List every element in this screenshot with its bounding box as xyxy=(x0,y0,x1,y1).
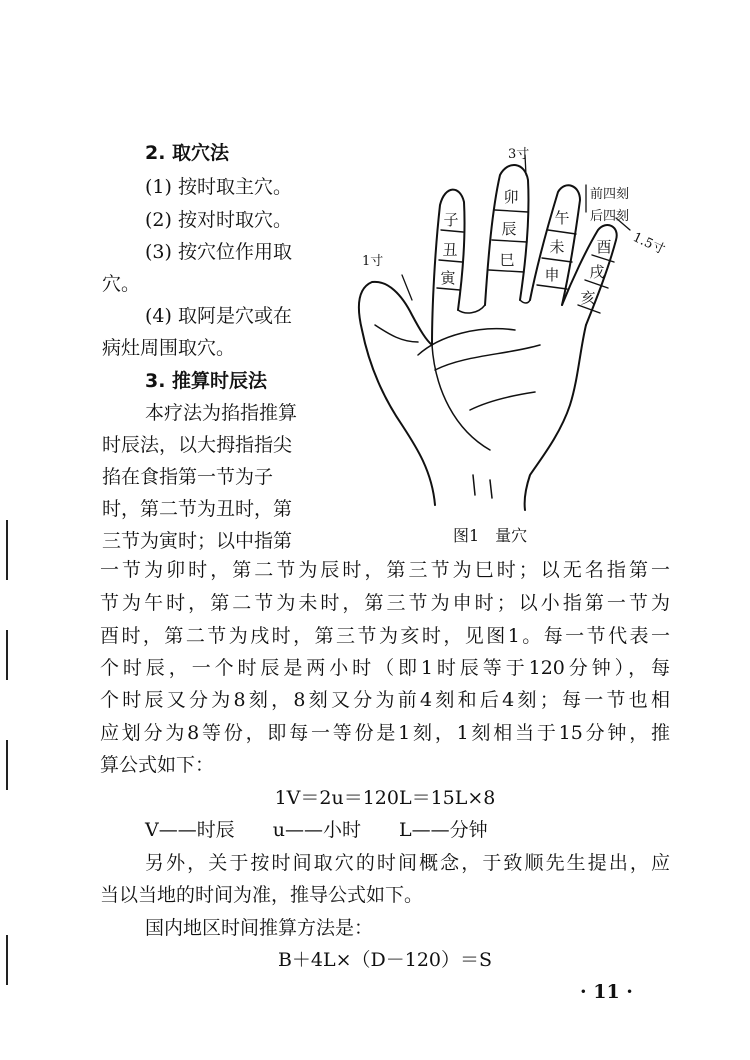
formula-legend: V——时辰 u——小时 L——分钟 xyxy=(145,819,488,841)
label-middle-3: 巳 xyxy=(499,251,515,269)
page-number: · 11 · xyxy=(580,981,633,1003)
label-ring-2: 未 xyxy=(549,238,565,256)
thumb-outline xyxy=(359,282,435,505)
list-item: (1) 按时取主穴。 xyxy=(145,176,292,198)
formula: 1V＝2u＝120L＝15L×8 xyxy=(274,787,496,809)
body-line: 应划分为8等份，即每一等份是1刻，1刻相当于15分钟，推 xyxy=(100,722,670,744)
top-measure: 3寸 xyxy=(508,147,530,162)
scan-margin-line xyxy=(6,630,8,680)
label-index-3: 寅 xyxy=(440,269,456,287)
label-middle-2: 辰 xyxy=(501,220,517,238)
body-line: 酉时，第二节为戌时，第三节为亥时，见图1。每一节代表一 xyxy=(100,625,670,647)
section-heading: 3. 推算时辰法 xyxy=(145,370,268,392)
body-line: 个时辰，一个时辰是两小时（即1时辰等于120分钟），每 xyxy=(100,657,670,679)
formula: B＋4L×（D－120）＝S xyxy=(277,949,493,971)
list-item: (2) 按对时取穴。 xyxy=(145,209,292,231)
label-ring-3: 申 xyxy=(544,266,560,284)
side-measure: 1.5寸 xyxy=(630,230,668,258)
hand-figure xyxy=(340,130,670,520)
body-line: 当以当地的时间为准，推导公式如下。 xyxy=(100,884,424,906)
body-line: 时，第二节为丑时，第 xyxy=(102,498,293,520)
label-index-1: 子 xyxy=(443,211,459,229)
body-line: 节为午时，第二节为未时，第三节为申时；以小指第一节为 xyxy=(100,592,670,614)
list-item: (3) 按穴位作用取 xyxy=(145,241,292,263)
body-line: 掐在食指第一节为子 xyxy=(102,466,274,488)
list-item-cont: 穴。 xyxy=(102,273,141,295)
scan-margin-line xyxy=(6,740,8,790)
label-ring-1: 午 xyxy=(554,209,570,227)
list-item: (4) 取阿是穴或在 xyxy=(145,305,292,327)
body-line: 另外，关于按时间取穴的时间概念，于致顺先生提出，应 xyxy=(145,852,670,874)
list-item-cont: 病灶周围取穴。 xyxy=(102,337,236,359)
front-quarters: 前四刻 xyxy=(590,187,630,202)
body-line: 算公式如下： xyxy=(100,754,215,776)
scan-margin-line xyxy=(6,935,8,985)
label-little-3: 亥 xyxy=(580,289,596,307)
label-little-2: 戌 xyxy=(589,263,605,281)
body-line: 本疗法为掐指推算 xyxy=(145,402,298,424)
scan-margin-line xyxy=(6,520,8,580)
thumb-measure: 1寸 xyxy=(362,254,384,269)
body-line: 时辰法，以大拇指指尖 xyxy=(102,434,293,456)
label-middle-1: 卯 xyxy=(503,188,519,206)
body-line: 三节为寅时；以中指第 xyxy=(102,530,293,552)
body-line: 个时辰又分为8刻，8刻又分为前4刻和后4刻；每一节也相 xyxy=(100,689,670,711)
label-little-1: 酉 xyxy=(596,238,612,256)
section-heading: 2. 取穴法 xyxy=(145,142,230,164)
label-index-2: 丑 xyxy=(442,241,458,259)
back-quarters: 后四刻 xyxy=(590,209,630,224)
body-line: 一节为卯时，第二节为辰时，第三节为巳时；以无名指第一 xyxy=(100,559,670,581)
body-line: 国内地区时间推算方法是： xyxy=(145,917,374,939)
figure-caption: 图1 量穴 xyxy=(453,526,528,545)
